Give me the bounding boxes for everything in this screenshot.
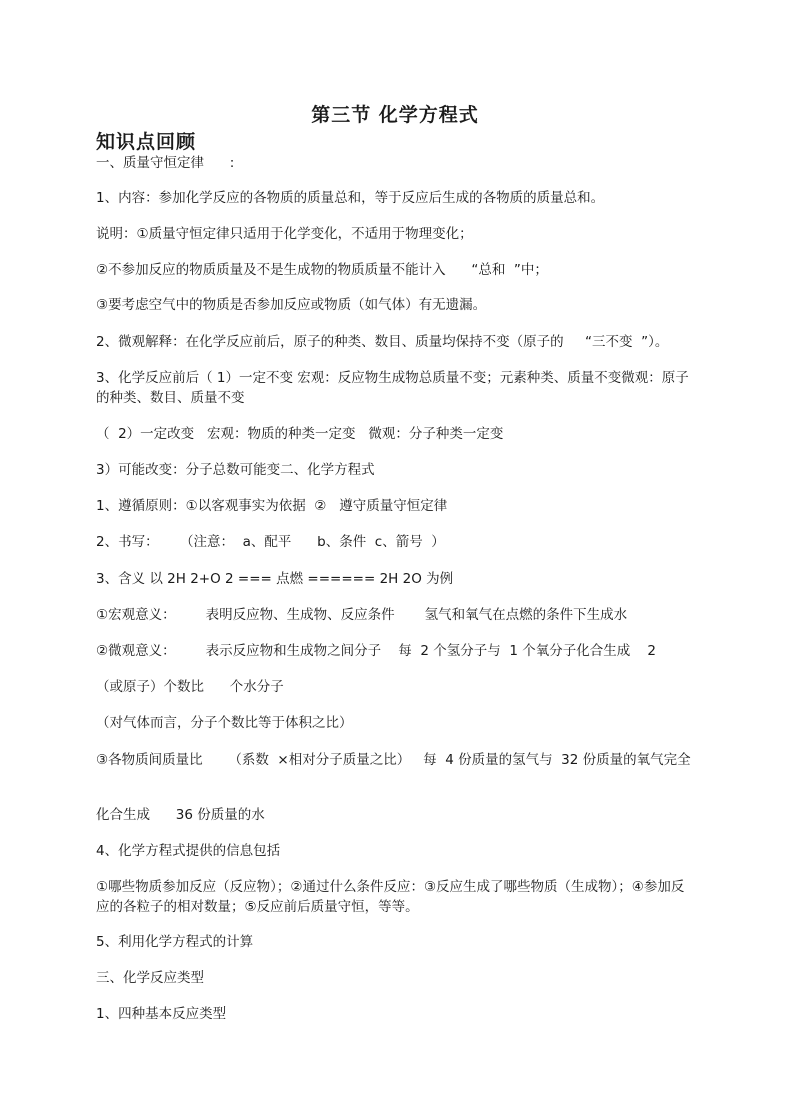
- text-line: （ 2）一定改变 宏观：物质的种类一定变 微观：分子种类一定变: [96, 426, 504, 442]
- section-heading: 知识点回顾: [96, 131, 197, 153]
- text-line: 3、含义 以 2H 2+O 2 === 点燃 ====== 2H 2O 为例: [96, 571, 454, 587]
- text-line: 2、微观解释：在化学反应前后，原子的种类、数目、质量均保持不变（原子的 “三不变 ”）。: [96, 334, 669, 350]
- text-line: 说明：①质量守恒定律只适用于化学变化，不适用于物理变化；: [96, 226, 473, 242]
- text-line: 3）可能改变：分子总数可能变二、化学方程式: [96, 462, 375, 478]
- text-line: （或原子）个数比 个水分子: [96, 679, 284, 695]
- text-line: 4、化学方程式提供的信息包括: [96, 843, 281, 859]
- text-line: 化合生成 36 份质量的水: [96, 807, 265, 823]
- text-line: （对气体而言，分子个数比等于体积之比）: [96, 715, 353, 731]
- text-line: 1、四种基本反应类型: [96, 1006, 227, 1022]
- text-line: 1、遵循原则：①以客观事实为依据 ② 遵守质量守恒定律: [96, 498, 448, 514]
- text-line: ②微观意义： 表示反应物和生成物之间分子 每 2 个氢分子与 1 个氧分子化合生成 2: [96, 643, 656, 659]
- text-line: 5、利用化学方程式的计算: [96, 934, 254, 950]
- text-line: ②不参加反应的物质质量及不是生成物的物质质量不能计入 “总和 ”中；: [96, 262, 548, 278]
- text-line: 2、书写： （注意： a、配平 b、条件 c、箭号 ）: [96, 534, 445, 550]
- text-line: ①哪些物质参加反应（反应物）；②通过什么条件反应：③反应生成了哪些物质（生成物）；④参加反应的各粒子的相对数量；⑤反应前后质量守恒，等等。: [96, 879, 685, 915]
- text-line: 1、内容：参加化学反应的各物质的质量总和，等于反应后生成的各物质的质量总和。: [96, 190, 605, 206]
- page-title: 第三节 化学方程式: [311, 104, 479, 126]
- text-line: ③要考虑空气中的物质是否参加反应或物质（如气体）有无遗漏。: [96, 297, 487, 313]
- text-line: 3、化学反应前后（ 1）一定不变 宏观：反应物生成物总质量不变；元素种类、质量不变微观：原子的种类、数目、质量不变: [96, 370, 689, 406]
- text-line: ③各物质间质量比 （系数 ×相对分子质量之比） 每 4 份质量的氢气与 32 份质量的氧气完全: [96, 752, 691, 768]
- text-line: 三、化学反应类型: [96, 970, 204, 986]
- text-line: ①宏观意义： 表明反应物、生成物、反应条件 氢气和氧气在点燃的条件下生成水: [96, 607, 628, 623]
- text-line: 一、质量守恒定律 :: [96, 155, 235, 171]
